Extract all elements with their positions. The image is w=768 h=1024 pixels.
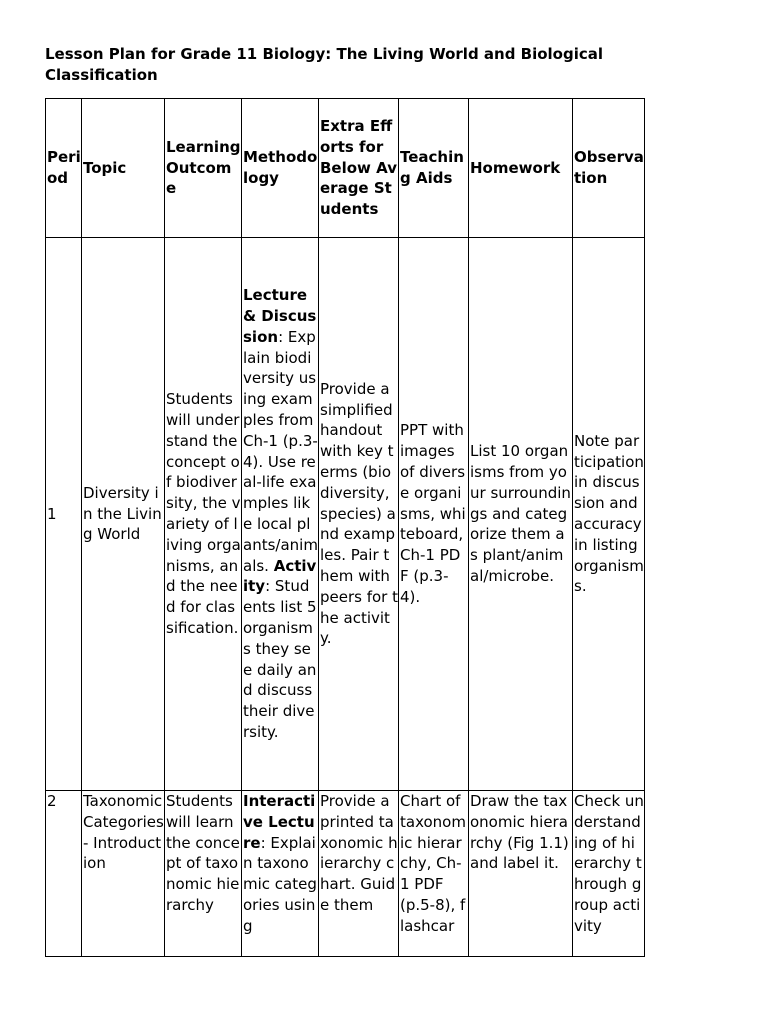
header-observation: Observation — [573, 99, 645, 238]
header-extra-efforts: Extra Efforts for Below Average Students — [319, 99, 399, 238]
table-row — [46, 238, 645, 791]
table-row — [46, 791, 645, 957]
methodology-label: Lecture & Discussion — [243, 286, 317, 346]
methodology-text: : Explain biodiversity using examples from Ch-1 (p.3-4). Use real-life examples like local plants/animals. — [243, 327, 318, 575]
header-teaching-aids: Teaching Aids — [399, 99, 469, 238]
methodology-content — [243, 791, 318, 937]
period-text: 2 — [47, 792, 57, 810]
learning-outcome-text: Students will learn the concept of taxonomic hierarchy — [166, 792, 240, 914]
teaching-aids-cell: PPT with images of diverse organisms, whiteboard, Ch-1 PDF (p.3-4). — [399, 238, 469, 791]
learning-outcome-cell — [165, 791, 242, 957]
methodology-text: : Explain taxonomic categories using — [243, 833, 317, 935]
header-methodology: Methodology — [242, 99, 319, 238]
methodology-cell — [242, 238, 319, 791]
teaching-aids-text: Chart of taxonomic hierarchy, Ch-1 PDF (p.5-8), flashcar — [400, 792, 466, 935]
learning-outcome-cell: Students will understand the concept of biodiversity, the variety of living organisms, and the need for classification. — [165, 238, 242, 791]
topic-text: Taxonomic Categories - Introduction — [83, 792, 164, 873]
observation-cell — [573, 791, 645, 957]
table-header-row — [46, 99, 645, 238]
header-homework: Homework — [469, 99, 573, 238]
topic-cell: Diversity in the Living World — [82, 238, 165, 791]
extra-efforts-cell: Provide a simplified handout with key terms (biodiversity, species) and examples. Pair them with peers for the activity. — [319, 238, 399, 791]
extra-efforts-cell — [319, 791, 399, 957]
observation-text: Check understanding of hierarchy through group activity — [574, 792, 644, 935]
activity-text: : Students list 5 organisms they see daily and discuss their diversity. — [243, 577, 317, 741]
homework-cell — [469, 791, 573, 957]
header-topic: Topic — [82, 99, 165, 238]
period-cell — [46, 791, 82, 957]
lesson-plan-table — [45, 98, 645, 957]
homework-text: Draw the taxonomic hierarchy (Fig 1.1) and label it. — [470, 792, 569, 873]
methodology-label: Interactive Lecture — [243, 792, 316, 852]
homework-cell: List 10 organisms from your surroundings and categorize them as plant/animal/microbe. — [469, 238, 573, 791]
extra-efforts-text: Provide a printed taxonomic hierarchy chart. Guide them — [320, 792, 398, 914]
activity-label: Activity — [243, 556, 317, 596]
header-period: Period — [46, 99, 82, 238]
teaching-aids-cell — [399, 791, 469, 957]
observation-cell: Note participation in discussion and accuracy in listing organisms. — [573, 238, 645, 791]
period-cell: 1 — [46, 238, 82, 791]
methodology-cell — [242, 791, 319, 957]
topic-cell — [82, 791, 165, 957]
document-title: Lesson Plan for Grade 11 Biology: The Living World and Biological Classification — [45, 45, 604, 84]
header-learning-outcome: Learning Outcome — [165, 99, 242, 238]
